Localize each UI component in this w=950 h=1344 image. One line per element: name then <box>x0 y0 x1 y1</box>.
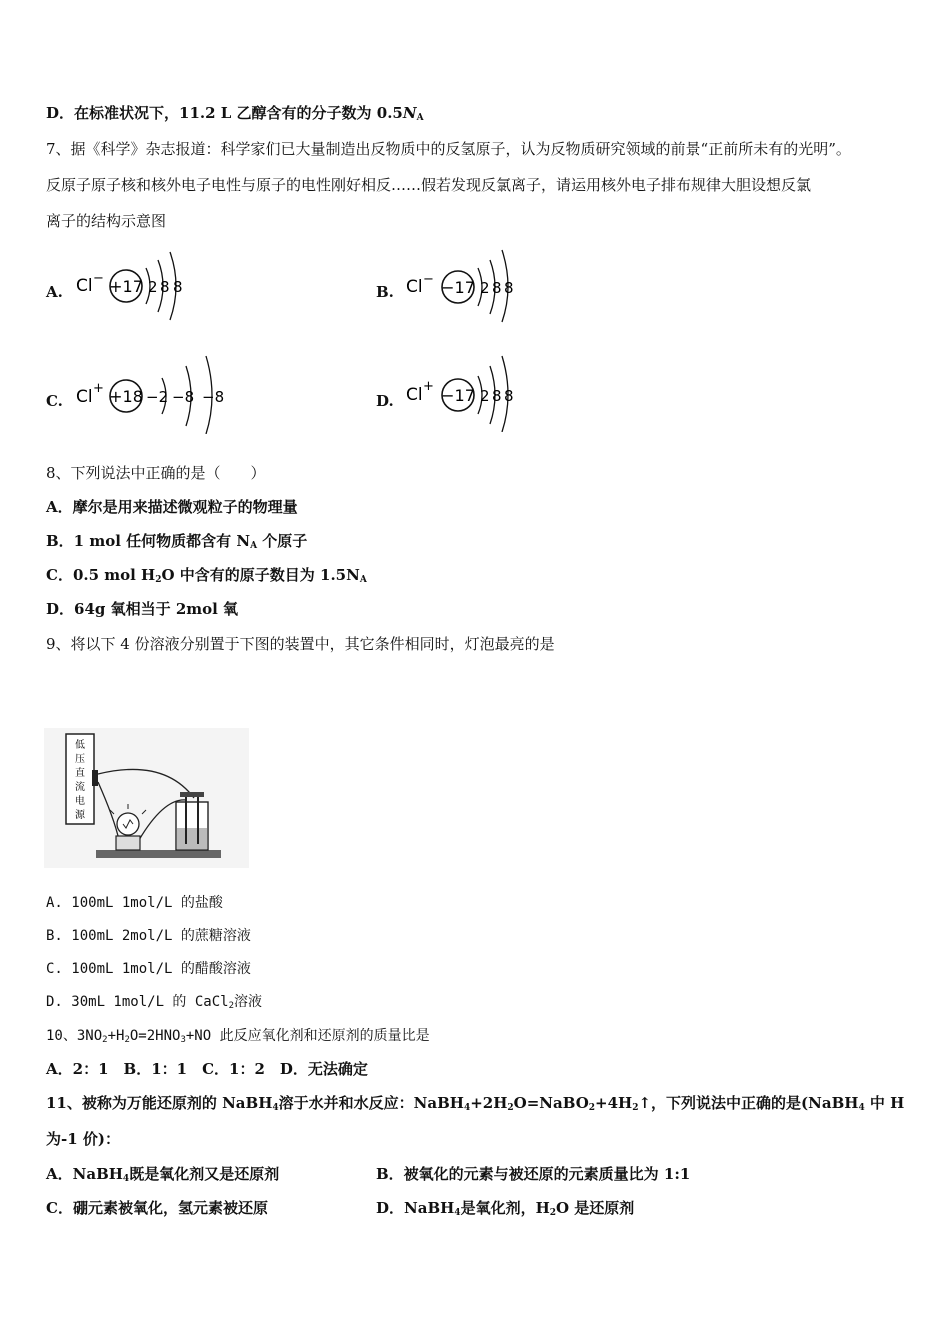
nucleus-charge: +17 <box>109 277 143 296</box>
power-label-char: 直 <box>75 768 85 779</box>
q7-option-b-diagram[interactable] <box>404 242 524 324</box>
shell-electrons: 8 <box>504 279 514 297</box>
q11-option-b[interactable]: B．被氧化的元素与被还原的元素质量比为 1:1 <box>376 1165 691 1183</box>
q7-stem-line3: 离子的结构示意图 <box>46 212 167 230</box>
shell-electrons: 8 <box>492 279 502 297</box>
q7-stem-line2: 反原子原子核和核外电子电性与原子的电性刚好相反……假若发现反氯离子，请运用核外电子排布规律大胆设想反氯 <box>46 176 812 194</box>
power-label-char: 压 <box>75 754 85 765</box>
q9-option-a[interactable]: A. 100mL 1mol/L 的盐酸 <box>46 895 223 911</box>
q10-stem: 10、$3NO_2+H_2O=2HNO_3+NO$ 此反应氧化剂和还原剂的质量比是 <box>46 1028 430 1045</box>
shell-electrons: −8 <box>202 388 225 406</box>
beaker-solution <box>177 828 207 849</box>
q8-option-d[interactable]: D．64g 氧相当于 2mol 氧 <box>46 600 239 618</box>
conductivity-apparatus-figure <box>44 728 249 868</box>
nucleus-charge: +18 <box>109 387 143 406</box>
shell-electrons: 2 <box>480 279 490 297</box>
ion-symbol: Cl <box>76 387 93 407</box>
electrode-holder <box>180 792 204 797</box>
q7-option-a-letter[interactable]: A. <box>46 283 63 301</box>
shell-electrons: 8 <box>160 278 170 296</box>
q11-option-c[interactable]: C．硼元素被氧化，氢元素被还原 <box>46 1199 268 1217</box>
q7-option-a-diagram[interactable] <box>74 246 194 326</box>
shell-electrons: 2 <box>480 387 490 405</box>
nucleus-charge: −17 <box>441 386 475 405</box>
q6-option-d: D．在标准状况下，11.2 L 乙醇含有的分子数为 $0.5N_A$ <box>46 104 424 123</box>
ion-symbol: Cl <box>76 276 93 296</box>
q9-option-c[interactable]: C. 100mL 1mol/L 的醋酸溶液 <box>46 961 251 977</box>
q7-option-b-letter[interactable]: B. <box>376 283 394 301</box>
ion-charge: − <box>423 272 434 287</box>
power-label-char: 电 <box>75 796 85 807</box>
q8-stem: 8、下列说法中正确的是（ ） <box>46 464 266 482</box>
q9-option-b[interactable]: B. 100mL 2mol/L 的蔗糖溶液 <box>46 928 251 944</box>
power-label-char: 流 <box>75 782 85 793</box>
q11-stem-line2: 为-1 价)： <box>46 1130 120 1148</box>
ion-symbol: Cl <box>406 385 423 405</box>
shell-electrons: 8 <box>173 278 183 296</box>
q11-option-d[interactable]: D．NaBH$_4$是氧化剂，$H_2O$ 是还原剂 <box>376 1199 635 1218</box>
power-terminal <box>92 770 98 786</box>
q7-option-c-diagram[interactable] <box>74 350 234 434</box>
ion-charge: + <box>93 381 104 396</box>
shell-electrons: 2 <box>148 278 158 296</box>
nucleus-charge: −17 <box>441 278 475 297</box>
shell-electrons: −2 <box>146 388 169 406</box>
q8-option-c[interactable]: C．0.5 mol $H_2O$ 中含有的原子数目为 $1.5N_A$ <box>46 566 367 585</box>
bulb-holder <box>116 836 140 850</box>
ion-charge: + <box>423 379 434 394</box>
power-label-char: 源 <box>75 810 85 821</box>
q11-option-a[interactable]: A．NaBH$_4$既是氧化剂又是还原剂 <box>46 1165 280 1184</box>
q11-stem-line1: 11、被称为万能还原剂的 NaBH$_4$溶于水并和水反应：$NaBH_4+2H_2O=NaBO_2+4H_2↑$，下列说法中正确的是(NaBH$_4$ 中 H <box>46 1094 905 1113</box>
q7-option-d-letter[interactable]: D. <box>376 392 394 410</box>
ion-charge: − <box>93 271 104 286</box>
q8-option-a[interactable]: A．摩尔是用来描述微观粒子的物理量 <box>46 498 298 516</box>
q9-stem: 9、将以下 4 份溶液分别置于下图的装置中，其它条件相同时，灯泡最亮的是 <box>46 635 555 653</box>
power-label-char: 低 <box>75 740 85 751</box>
base-board <box>96 850 221 858</box>
q8-option-b[interactable]: B．1 mol 任何物质都含有 $N_A$ 个原子 <box>46 532 308 551</box>
shell-electrons: −8 <box>172 388 195 406</box>
q7-option-d-diagram[interactable] <box>404 346 524 432</box>
q10-options[interactable]: A．2：1 B．1：1 C．1：2 D．无法确定 <box>46 1060 368 1078</box>
q7-option-c-letter[interactable]: C. <box>46 392 63 410</box>
q9-option-d[interactable]: D. 30mL 1mol/L 的 CaCl$_2$溶液 <box>46 994 262 1011</box>
q7-stem-line1: 7、据《科学》杂志报道：科学家们已大量制造出反物质中的反氢原子，认为反物质研究领域的前景“正前所未有的光明”。 <box>46 140 851 158</box>
shell-electrons: 8 <box>504 387 514 405</box>
shell-electrons: 8 <box>492 387 502 405</box>
ion-symbol: Cl <box>406 277 423 297</box>
